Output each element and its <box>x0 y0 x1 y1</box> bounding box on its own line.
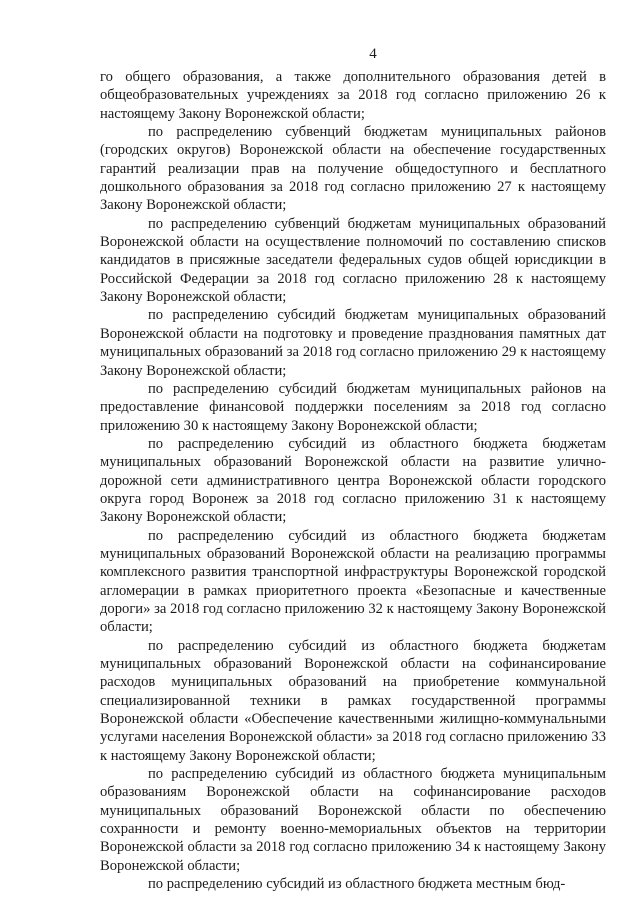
paragraph-appendix-28: по распределению субвенций бюджетам муниципальных образований Воронежской области на осуществление полномочий по составлению списков кандидатов в присяжные заседатели федеральных судов общей юрисдикции в Российской Федерации за 2018 год согласно приложению 28 к настоящему Закону Воронежской области; <box>100 215 606 306</box>
paragraph-appendix-31: по распределению субсидий из областного бюджета бюджетам муниципальных образований Воронежской области на развитие улично-дорожной сети административного центра Воронежской области городского округа город Воронеж за 2018 год согласно приложению 31 к настоящему Закону Воронежской области; <box>100 435 606 526</box>
paragraph-appendix-29: по распределению субсидий бюджетам муниципальных образований Воронежской области на подготовку и проведение празднования памятных дат муниципальных образований за 2018 год согласно приложению 29 к настоящему Закону Воронежской области; <box>100 307 606 379</box>
paragraph-appendix-32: по распределению субсидий из областного бюджета бюджетам муниципальных образований Воронежской области на реализацию программы комплексного развития транспортной инфраструктуры Воронежской городской агломерации в рамках приоритетного проекта «Безопасные и качественные дороги» за 2018 год согласно приложению 32 к настоящему Закону Воронежской области; <box>100 527 606 636</box>
paragraph-appendix-34: по распределению субсидий из областного бюджета муниципальным образованиям Воронежской области на софинансирование расходов муниципальных образований Воронежской области по обеспечению сохранности и ремонту военно-мемориальных объектов на территории Воронежской области за 2018 год согласно приложению 34 к настоящему Закону Воронежской области; <box>100 766 606 874</box>
page-number: 4 <box>369 46 377 62</box>
paragraph-truncated: по распределению субсидий из областного бюджета местным бюд- <box>148 876 566 893</box>
paragraph-appendix-27: по распределению субвенций бюджетам муниципальных районов (городских округов) Воронежской области на обеспечение государственных гарантий реализации прав на получение общедоступного и бесплатного дошкольного образования за 2018 год согласно приложению 27 к настоящему Закону Воронежской области; <box>100 124 606 214</box>
paragraph-appendix-30: по распределению субсидий бюджетам муниципальных районов на предоставление финансовой поддержки поселениям за 2018 год согласно приложению 30 к настоящему Закону Воронежской области; <box>100 380 606 434</box>
paragraph-appendix-33: по распределению субсидий из областного бюджета бюджетам муниципальных образований Воронежской области на софинансирование расходов муниципальных образований на приобретение коммунальной специализированной техники в рамках государственной программы Воронежской области «Обеспечение качественными жилищно-коммунальными услугами населения Воронежской области» за 2018 год согласно приложению 33 к настоящему Закону Воронежской области; <box>100 637 606 764</box>
paragraph-continuation: го общего образования, а также дополнительного образования детей в общеобразовательных учреждениях за 2018 год согласно приложению 26 к настоящему Закону Воронежской области; <box>100 69 606 122</box>
